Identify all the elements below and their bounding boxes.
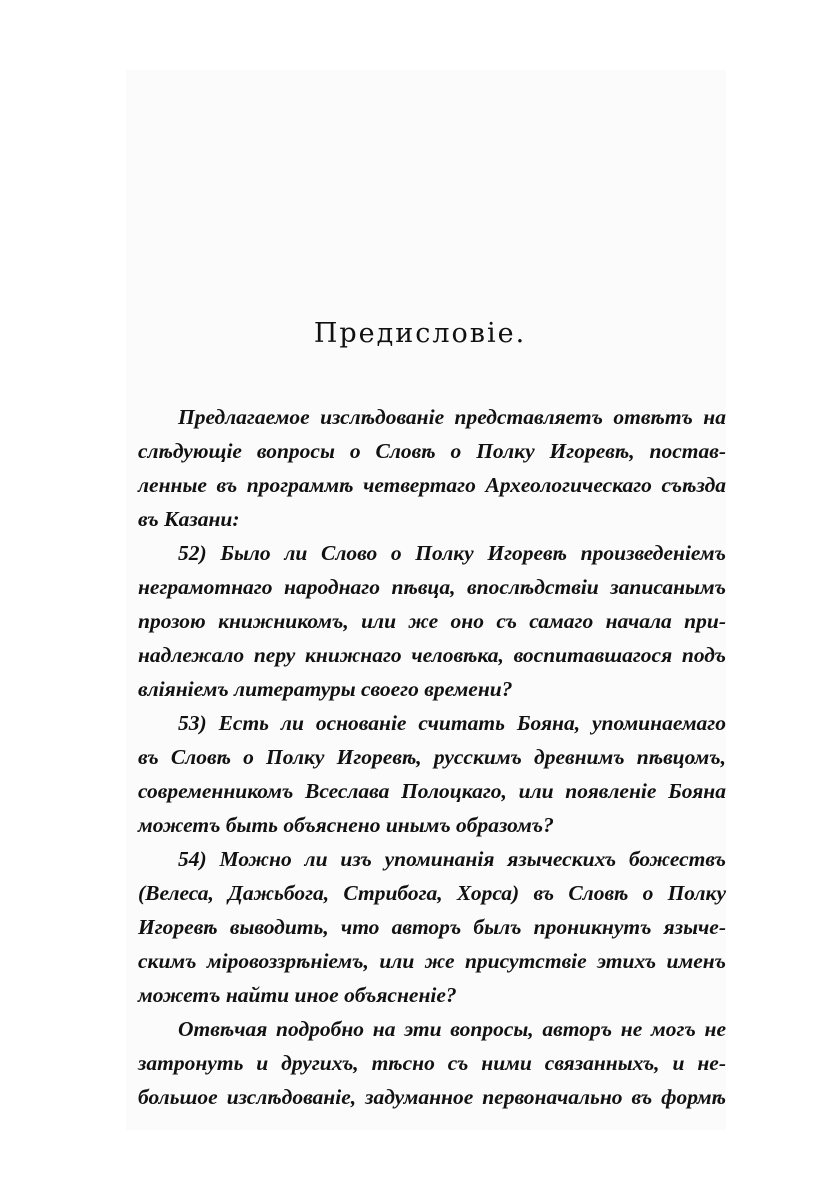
text-line: Отвѣчая подробно на эти вопросы, авторъ не могъ не [178, 1017, 726, 1041]
text-line: неграмотнаго народнаго пѣвца, впослѣдствіи записанымъ [138, 575, 726, 599]
text-line: прозою книжникомъ, или же оно съ самаго начала при- [138, 609, 726, 633]
text-line: скимъ міровоззрѣніемъ, или же присутствіе этихъ именъ [138, 949, 726, 973]
text-line: въ Словѣ о Полку Игоревѣ, русскимъ древнимъ пѣвцомъ, [138, 745, 726, 769]
text-line: (Велеса, Дажьбога, Стрибога, Хорса) въ Словѣ о Полку [138, 881, 726, 905]
text-line: 52) Было ли Слово о Полку Игоревѣ произведеніемъ [178, 541, 726, 565]
page-title: Предисловіе. [313, 318, 527, 349]
text-line: большое изслѣдованіе, задуманное первоначально въ формѣ [138, 1085, 726, 1109]
text-line: Игоревѣ выводить, что авторъ былъ проникнутъ языче- [138, 915, 726, 939]
text-line: надлежало перу книжнаго человѣка, воспитавшагося подъ [138, 643, 726, 667]
text-line: слѣдующіе вопросы о Словѣ о Полку Игоревѣ, постав- [138, 439, 726, 463]
text-line: можетъ найти иное объясненіе? [138, 983, 457, 1007]
text-line: вліяніемъ литературы своего времени? [138, 677, 513, 701]
text-line: ленные въ программѣ четвертаго Археологическаго съѣзда [138, 473, 726, 497]
text-line: Предлагаемое изслѣдованіе представляетъ отвѣтъ на [178, 405, 726, 429]
body-text [138, 400, 726, 1114]
text-line: въ Казани: [138, 507, 240, 531]
text-line: современникомъ Всеслава Полоцкаго, или появленіе Бояна [138, 779, 726, 803]
text-line: 54) Можно ли изъ упоминанія языческихъ божествъ [178, 847, 726, 871]
text-line: можетъ быть объяснено инымъ образомъ? [138, 813, 554, 837]
text-line: 53) Есть ли основаніе считать Бояна, упоминаемаго [178, 711, 726, 735]
text-line: затронуть и другихъ, тѣсно съ ними связанныхъ, и не- [138, 1051, 726, 1075]
